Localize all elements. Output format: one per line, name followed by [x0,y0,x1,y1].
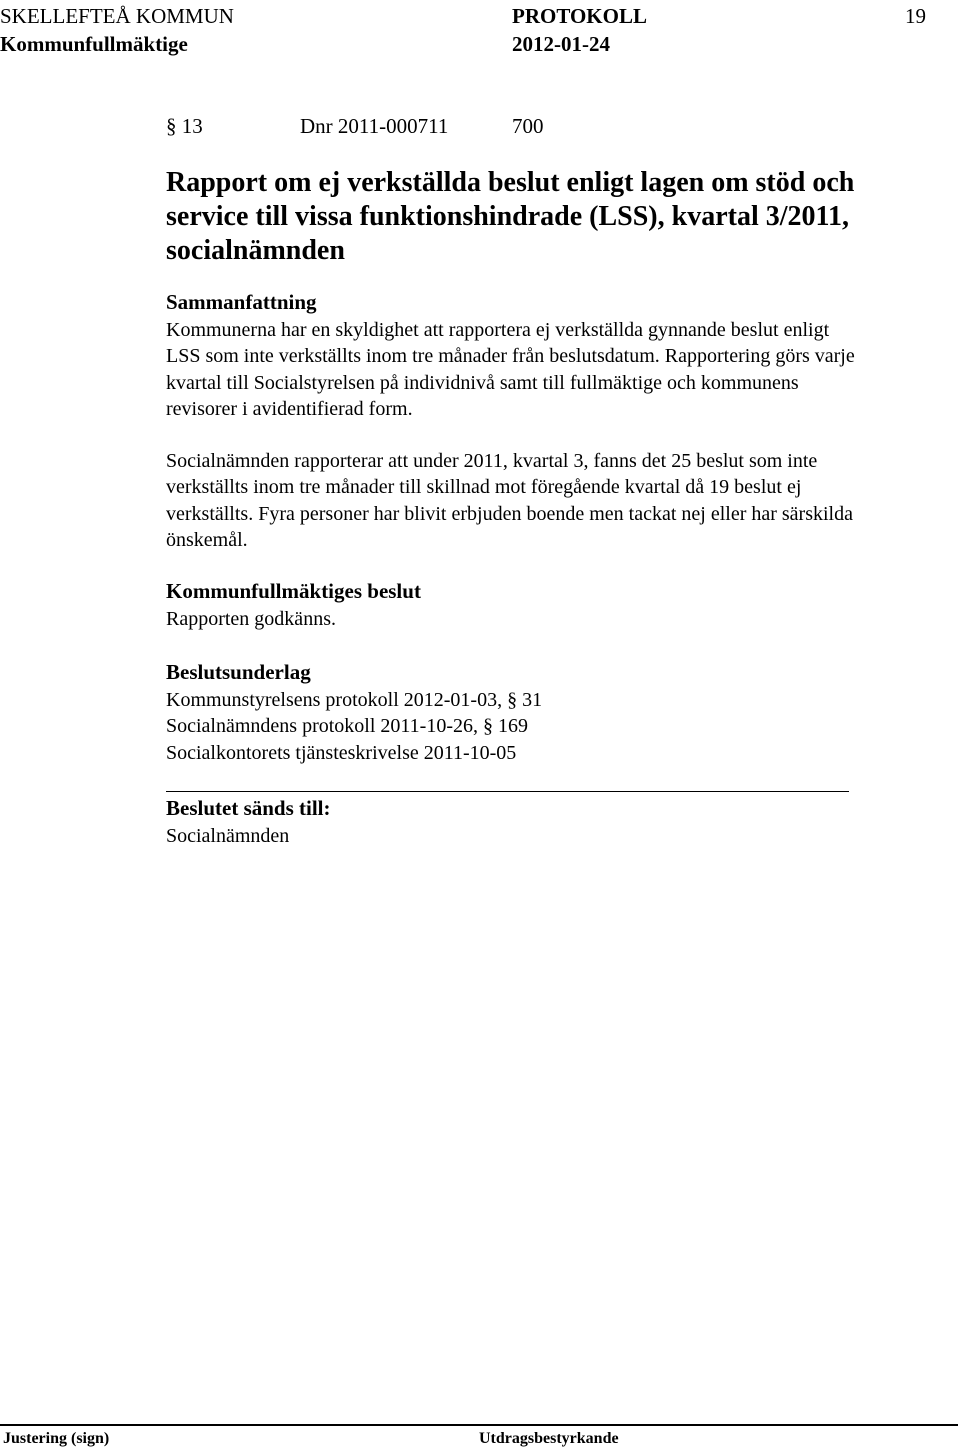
sent-to-recipient: Socialnämnden [166,825,290,847]
basis-item-text: Kommunstyrelsens protokoll 2012-01-03, [166,689,503,711]
extract-certification-label: Utdragsbestyrkande [479,1430,619,1447]
report-paragraph [166,448,853,553]
summary-line: Kommunerna har en skyldighet att rapportera ej verkställda gynnande beslut enligt [166,319,830,341]
paragraph-symbol: § [483,715,493,738]
document-type: PROTOKOLL [512,4,647,28]
paragraph-symbol: § [166,114,177,138]
decision-text: Rapporten godkänns. [166,608,336,630]
summary-heading: Sammanfattning [166,290,317,314]
basis-item-text: Socialkontorets tjänsteskrivelse 2011-10-05 [166,741,517,764]
governing-body: Kommunfullmäktige [0,32,188,56]
paragraph-reference [166,113,203,139]
paragraph-number: 31 [522,689,543,711]
report-line: önskemål. [166,528,248,551]
basis-item [166,713,542,739]
sent-to-heading: Beslutet sänds till: [166,796,331,820]
basis-item [166,687,542,713]
summary-line: revisorer i avidentifierad form. [166,397,413,420]
paragraph-number: 13 [181,114,203,138]
org-name: SKELLEFTEÅ KOMMUN [0,4,234,28]
separator-line [166,791,849,792]
paragraph-symbol: § [507,689,518,711]
title-line: socialnämnden [166,235,345,266]
summary-line: kvartal till Socialstyrelsen på individnivå samt till fullmäktige och kommunens [166,371,799,394]
paragraph-number: 169 [498,715,528,738]
page-number: 19 [905,4,926,28]
diary-number: Dnr 2011-000711 [300,114,449,138]
report-line: verkställts. Fyra personer har blivit erbjuden boende men tackat nej eller har särskilda [166,502,853,525]
basis-list [166,687,542,766]
page-title [166,166,854,268]
basis-item-text: Socialnämndens protokoll 2011-10-26, [166,715,478,738]
classification-code: 700 [512,114,544,138]
decision-heading: Kommunfullmäktiges beslut [166,579,421,603]
basis-item [166,740,542,766]
summary-paragraph [166,317,855,422]
title-line: Rapport om ej verkställda beslut enligt lagen om stöd och [166,167,855,198]
meeting-date: 2012-01-24 [512,32,610,56]
summary-line: LSS som inte verkställts inom tre månader från beslutsdatum. Rapportering görs varje [166,345,855,368]
report-line: Socialnämnden rapporterar att under 2011, kvartal 3, fanns det 25 beslut som inte [166,450,818,472]
title-line: service till vissa funktionshindrade (LSS), kvartal 3/2011, [166,201,849,232]
signature-label: Justering (sign) [3,1430,110,1447]
footer-rule [0,1424,958,1426]
report-line: verkställts inom tre månader till skillnad mot föregående kvartal då 19 beslut ej [166,476,802,499]
basis-heading: Beslutsunderlag [166,660,311,684]
